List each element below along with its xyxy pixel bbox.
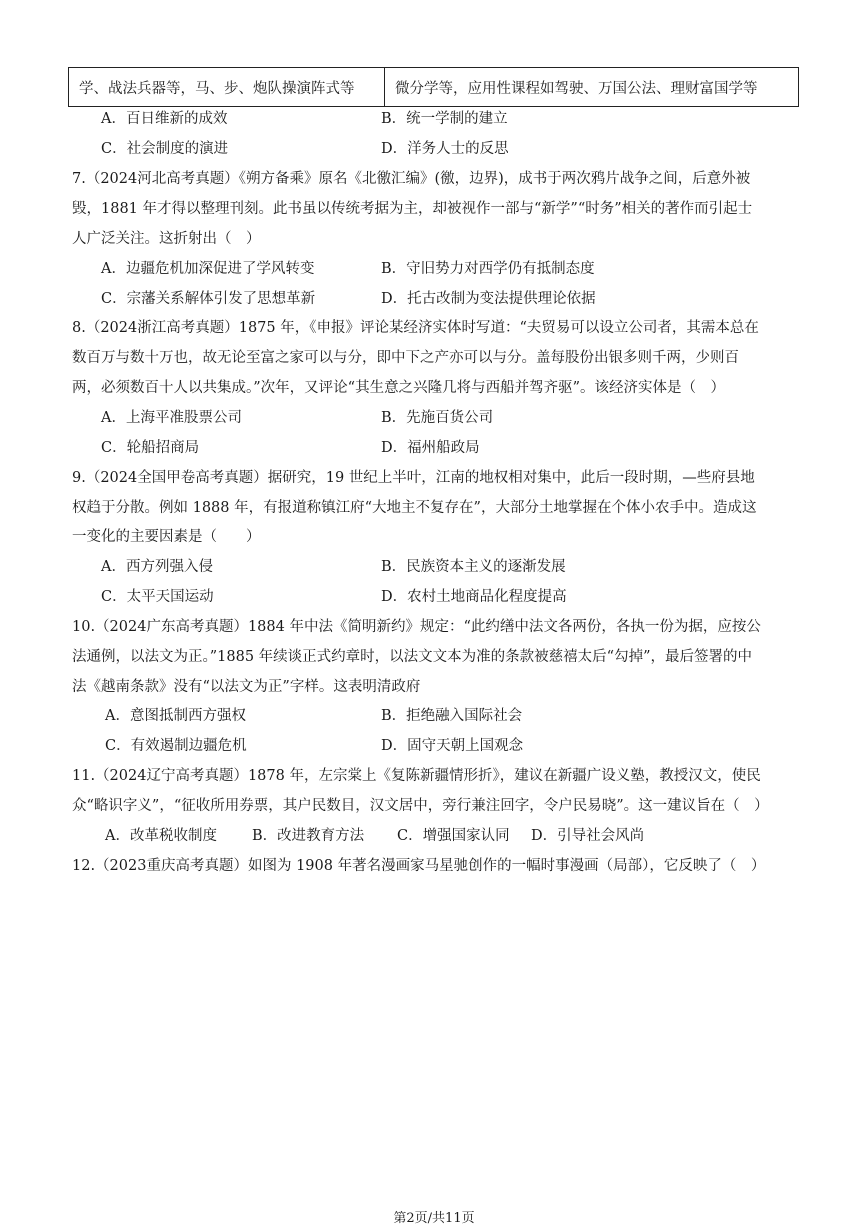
q10-option-a: A．意图抵制西方强权 [105, 708, 246, 724]
q8-option-c: C．轮船招商局 [101, 440, 200, 456]
q7-stem-line-2: 毁，1881 年才得以整理刊刻。此书虽以传统考据为主，却被视作一部与“新学”“时务”相关的著作而引起士 [72, 201, 753, 217]
q8-stem-line-3: 两，必须数百十人以共集成。”次年，又评论“其生意之兴隆几将与西船并驾齐驱”。该经济实体是（ ） [72, 380, 725, 396]
q9-stem-line-3: 一变化的主要因素是（ ） [72, 529, 261, 545]
q8-option-a: A．上海平准股票公司 [101, 410, 242, 426]
q7-option-b: B．守旧势力对西学仍有抵制态度 [381, 261, 595, 277]
q9-option-b: B．民族资本主义的逐渐发展 [381, 559, 566, 575]
q10-stem-line-2: 法通例，以法文为正。”1885 年续谈正式约章时，以法文文本为准的条款被慈禧太后“勾掉”，最后签署的中 [72, 649, 752, 665]
q9-option-c: C．太平天国运动 [101, 589, 214, 605]
curriculum-table [68, 67, 799, 107]
q7-option-a: A．边疆危机加深促进了学风转变 [101, 261, 315, 277]
page-number: 第2页/共11页 [393, 1211, 475, 1226]
q11-stem-line-2: 众“略识字义”，“征收所用券票，其户民数目，汉文居中，旁行兼注回字，令户民易晓”。这一建议旨在（ ） [72, 798, 769, 814]
q6-option-c: C．社会制度的演进 [101, 141, 229, 157]
table-cell-left: 学、战法兵器等，马、步、炮队操演阵式等 [69, 68, 385, 106]
q9-option-d: D．农村土地商品化程度提高 [381, 589, 567, 605]
q6-option-d: D．洋务人士的反思 [381, 141, 509, 157]
q8-stem-line-1: 8.（2024浙江高考真题）1875 年，《申报》评论某经济实体时写道：“夫贸易可以设立公司者，其需本总在 [72, 320, 759, 336]
q6-option-a: A．百日维新的成效 [101, 111, 228, 127]
q11-option-a: A．改革税收制度 [105, 828, 217, 844]
q7-option-c: C．宗藩关系解体引发了思想革新 [101, 291, 316, 307]
q10-option-b: B．拒绝融入国际社会 [381, 708, 523, 724]
q7-stem-line-1: 7.（2024河北高考真题）《朔方备乘》原名《北徼汇编》(徼，边界)，成书于两次鸦片战争之间，后意外被 [72, 171, 751, 187]
q10-stem-line-1: 10.（2024广东高考真题）1884 年中法《简明新约》规定：“此约缮中法文各两份，各执一份为据，应按公 [72, 619, 761, 635]
q12-stem-line-1: 12.（2023重庆高考真题）如图为 1908 年著名漫画家马星驰创作的一幅时事漫画（局部），它反映了（ ） [72, 858, 766, 874]
q10-stem-line-3: 法《越南条款》没有“以法文为正”字样。这表明清政府 [72, 679, 421, 695]
q11-option-c: C．增强国家认同 [397, 828, 510, 844]
q7-stem-line-3: 人广泛关注。这折射出（ ） [72, 231, 261, 247]
q7-option-d: D．托古改制为变法提供理论依据 [381, 291, 596, 307]
q8-stem-line-2: 数百万与数十万也，故无论至富之家可以与分，即中下之产亦可以与分。盖每股份出银多则千两，少则百 [72, 350, 739, 366]
q9-stem-line-2: 权趋于分散。例如 1888 年，有报道称镇江府“大地主不复存在”，大部分土地掌握在个体小农手中。造成这 [72, 500, 757, 516]
q11-stem-line-1: 11.（2024辽宁高考真题）1878 年，左宗棠上《复陈新疆情形折》，建议在新疆广设义塾，教授汉文，使民 [72, 768, 761, 784]
q9-stem-line-1: 9.（2024全国甲卷高考真题）据研究，19 世纪上半叶，江南的地权相对集中，此后一段时期，—些府县地 [72, 470, 755, 486]
q10-option-c: C．有效遏制边疆危机 [105, 738, 247, 754]
q8-option-b: B．先施百货公司 [381, 410, 494, 426]
q6-option-b: B．统一学制的建立 [381, 111, 508, 127]
q11-option-d: D．引导社会风尚 [531, 828, 645, 844]
table-cell-right: 微分学等，应用性课程如驾驶、万国公法、理财富国学等 [395, 80, 758, 97]
q10-option-d: D．固守天朝上国观念 [381, 738, 524, 754]
q8-option-d: D．福州船政局 [381, 440, 480, 456]
q9-option-a: A．西方列强入侵 [101, 559, 213, 575]
q11-option-b: B．改进教育方法 [252, 828, 365, 844]
